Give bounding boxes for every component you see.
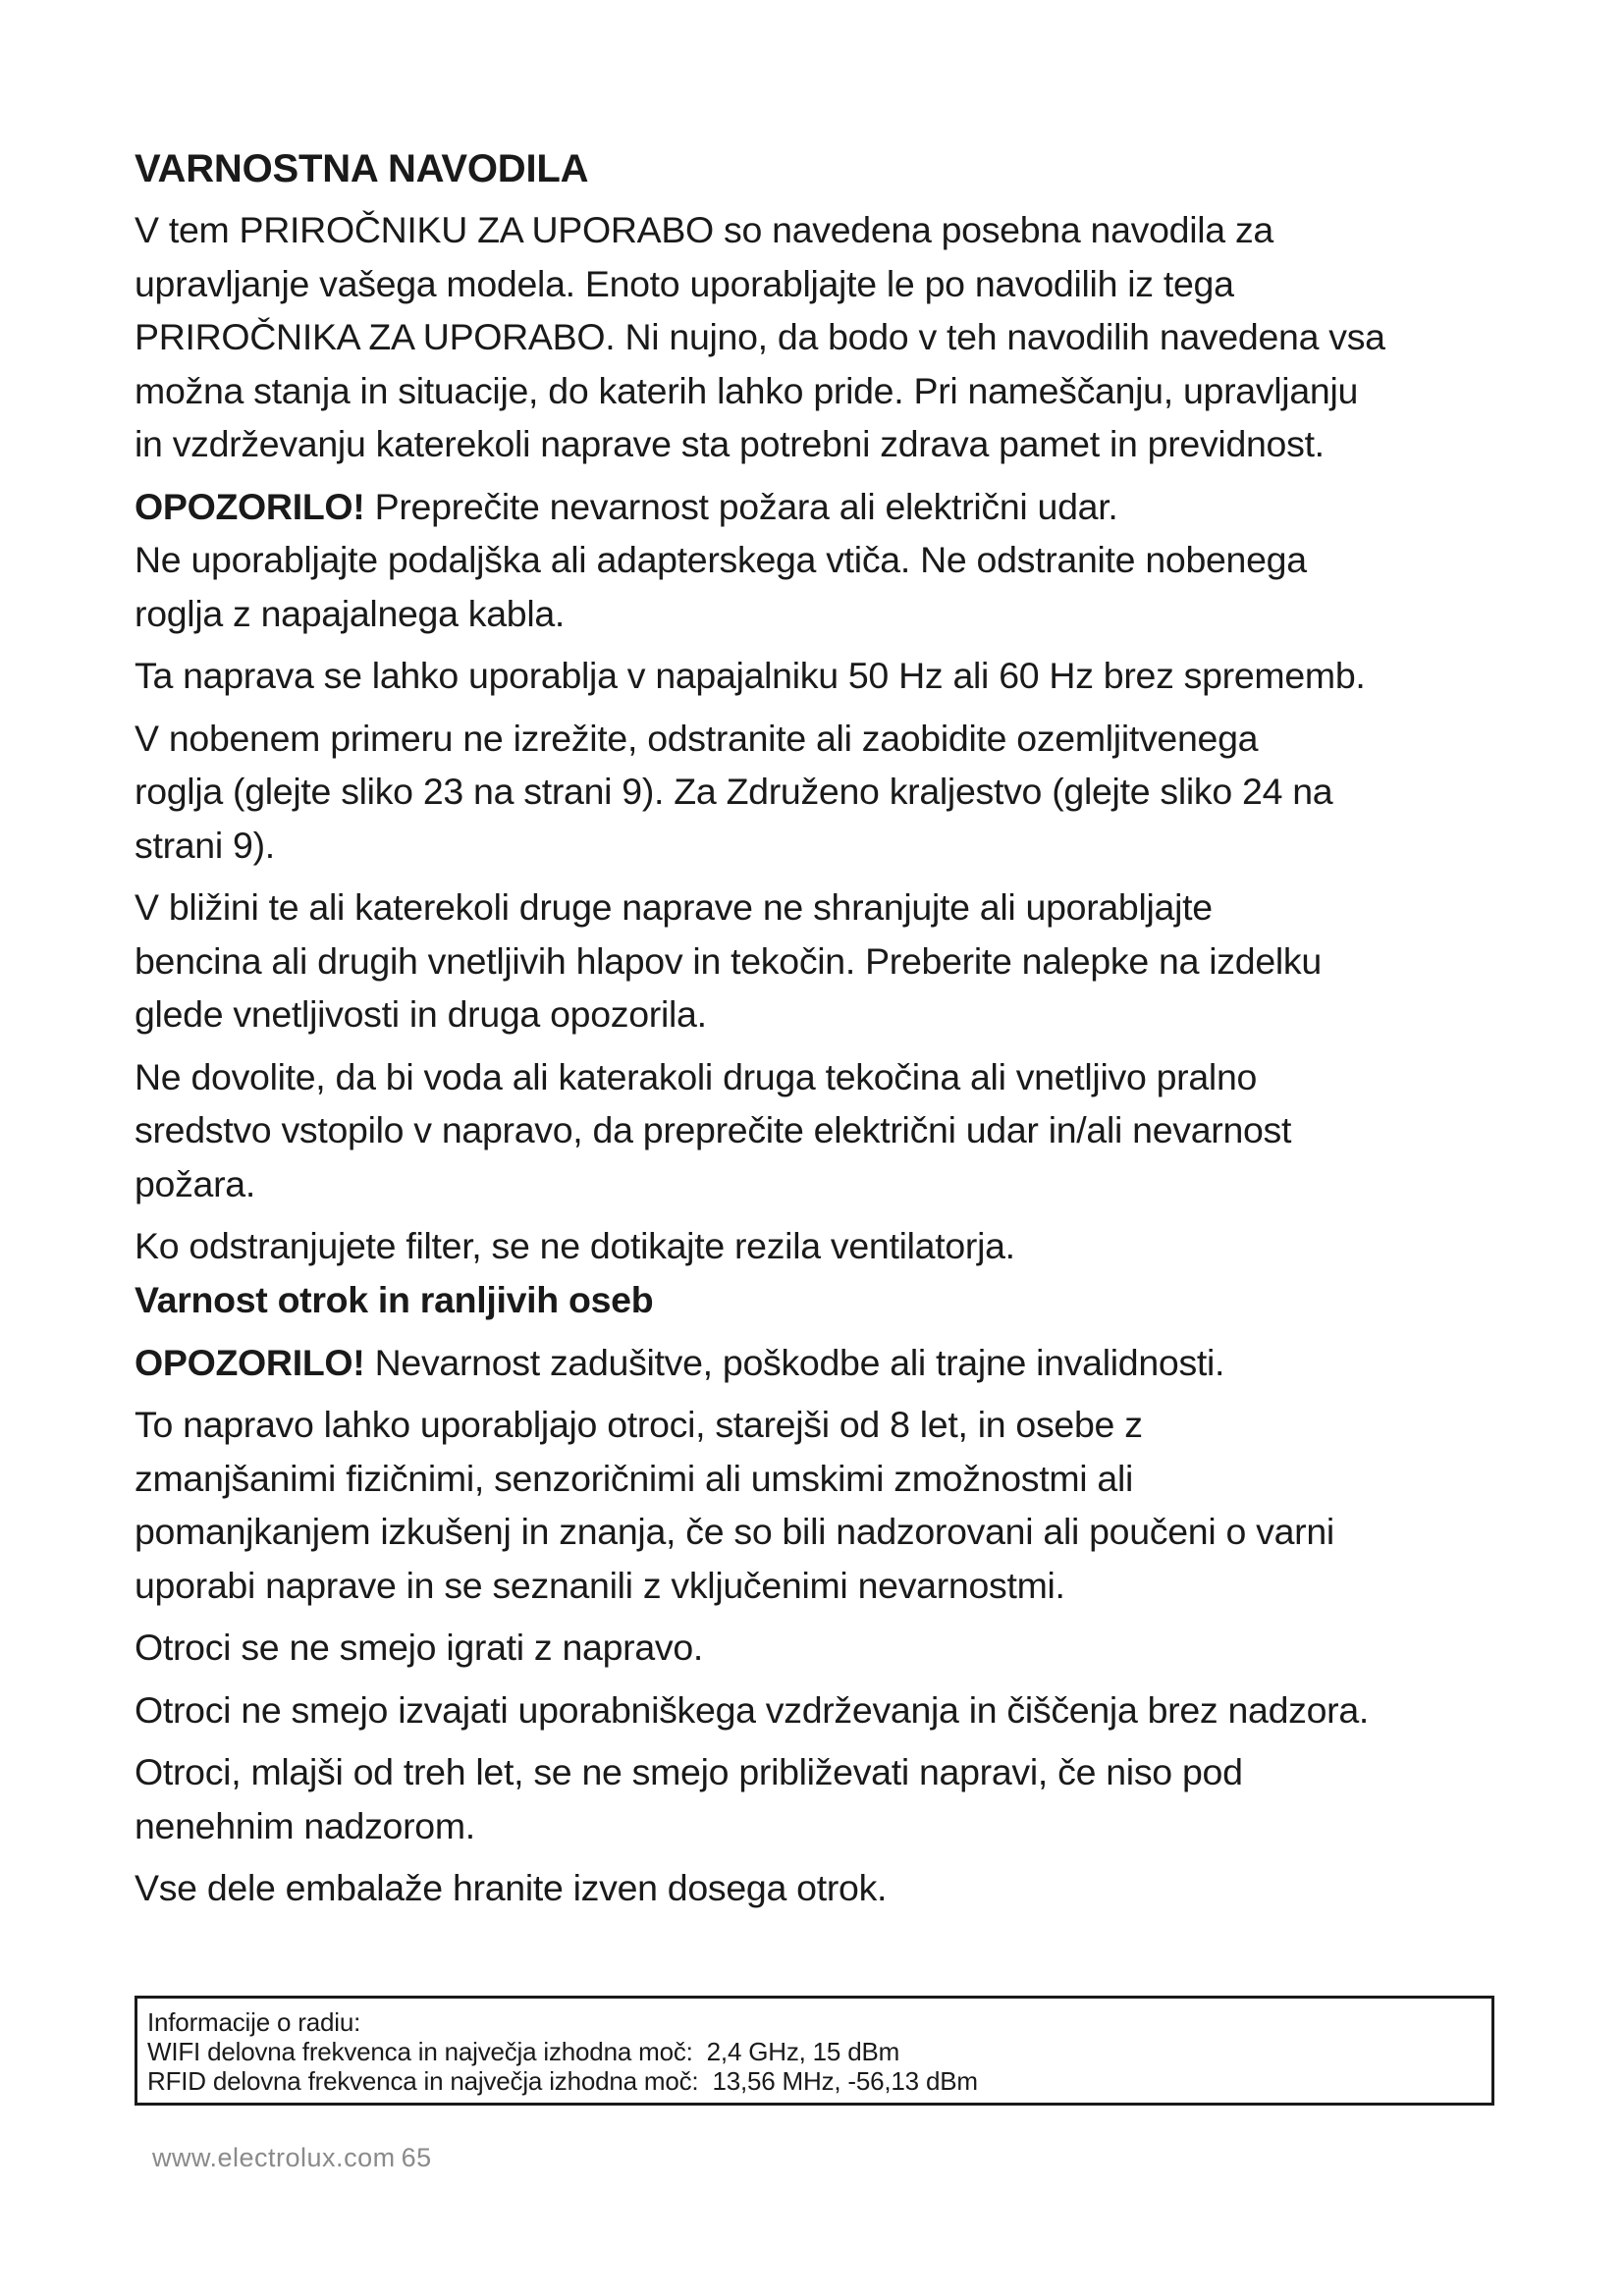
warning-suffocation-paragraph — [135, 1336, 1509, 1390]
text-line: pomanjkanjem izkušenj in znanja, če so bili nadzorovani ali poučeni o varni — [135, 1511, 1334, 1552]
text-line: Ta naprava se lahko uporablja v napajalniku 50 Hz ali 60 Hz brez sprememb. — [135, 655, 1366, 696]
children-section-heading: Varnost otrok in ranljivih oseb — [135, 1278, 654, 1320]
flammable-paragraph — [135, 881, 1509, 1041]
plug-paragraph — [135, 533, 1509, 640]
warning-fire-paragraph — [135, 480, 1509, 534]
text-line: zmanjšanimi fizičnimi, senzoričnimi ali umskimi zmožnostmi ali — [135, 1457, 1134, 1499]
packaging-paragraph — [135, 1861, 1509, 1915]
text-line: Otroci, mlajši od treh let, se ne smejo približevati napravi, če niso pod — [135, 1751, 1243, 1792]
warning-label: OPOZORILO! — [135, 485, 365, 527]
text-line: požara. — [135, 1162, 255, 1204]
wifi-info-row — [147, 2037, 1482, 2066]
text-line: strani 9). — [135, 824, 275, 866]
wifi-label: WIFI delovna frekvenca in največja izhodna moč: — [147, 2037, 693, 2066]
document-body — [135, 140, 1509, 1924]
text-line: Ne dovolite, da bi voda ali katerakoli druga tekočina ali vnetljivo pralno — [135, 1055, 1258, 1097]
filter-paragraph — [135, 1219, 1509, 1273]
children-cleaning-paragraph — [135, 1683, 1509, 1737]
text-line: glede vnetljivosti in druga opozorila. — [135, 993, 707, 1035]
text-line: Ko odstranjujete filter, se ne dotikajte rezila ventilatorja. — [135, 1225, 1015, 1266]
text-line: To napravo lahko uporabljajo otroci, starejši od 8 let, in osebe z — [135, 1404, 1143, 1445]
page-title: VARNOSTNA NAVODILA — [135, 147, 589, 190]
text-line: Vse dele embalaže hranite izven dosega otrok. — [135, 1867, 888, 1908]
text-line — [135, 1336, 1509, 1390]
text-line — [135, 480, 1509, 534]
page-footer — [152, 2143, 432, 2173]
text-line: bencina ali drugih vnetljivih hlapov in tekočin. Preberite nalepke na izdelku — [135, 939, 1322, 982]
rfid-label: RFID delovna frekvenca in največja izhodna moč: — [147, 2066, 699, 2096]
text-line: Otroci ne smejo izvajati uporabniškega vzdrževanja in čiščenja brez nadzora. — [135, 1688, 1370, 1731]
text-line: upravljanje vašega modela. Enoto uporabljajte le po navodilih iz tega — [135, 262, 1234, 304]
text-line: V bližini te ali katerekoli druge naprave ne shranjujte ali uporabljajte — [135, 886, 1213, 928]
text-line: V tem PRIROČNIKU ZA UPORABO so navedena posebna navodila za — [135, 209, 1273, 250]
text-line: roglja (glejte sliko 23 na strani 9). Za Združeno kraljestvo (glejte sliko 24 na — [135, 771, 1333, 812]
text-line: Ne uporabljajte podaljška ali adapterskega vtiča. Ne odstranite nobenega — [135, 539, 1307, 580]
warning-text: Preprečite nevarnost požara ali električni udar. — [364, 485, 1118, 527]
text-line: V nobenem primeru ne izrežite, odstranite ali zaobidite ozemljitvenega — [135, 717, 1259, 759]
warning-label: OPOZORILO! — [135, 1341, 365, 1383]
children-play-paragraph — [135, 1621, 1509, 1675]
wifi-value: 2,4 GHz, 15 dBm — [706, 2037, 900, 2066]
warning-text: Nevarnost zadušitve, poškodbe ali trajne invalidnosti. — [364, 1341, 1225, 1383]
radio-info-title: Informacije o radiu: — [147, 2007, 361, 2037]
text-line: nenehnim nadzorom. — [135, 1804, 475, 1846]
rfid-info-row — [147, 2066, 1482, 2096]
children-use-paragraph — [135, 1398, 1509, 1612]
rfid-value: 13,56 MHz, -56,13 dBm — [712, 2066, 978, 2096]
text-line: in vzdrževanju katerekoli naprave sta potrebni zdrava pamet in previdnost. — [135, 423, 1325, 464]
text-line: PRIROČNIKA ZA UPORABO. Ni nujno, da bodo v teh navodilih navedena vsa — [135, 316, 1385, 357]
text-line: možna stanja in situacije, do katerih lahko pride. Pri nameščanju, upravljanju — [135, 369, 1359, 411]
ground-paragraph — [135, 712, 1509, 873]
frequency-paragraph — [135, 649, 1509, 703]
text-line: uporabi naprave in se seznanili z vključenimi nevarnostmi. — [135, 1564, 1065, 1606]
footer-website: www.electrolux.com — [152, 2143, 396, 2172]
radio-info-box — [135, 1996, 1494, 2106]
text-line: Otroci se ne smejo igrati z napravo. — [135, 1627, 704, 1668]
text-line: sredstvo vstopilo v napravo, da preprečite električni udar in/ali nevarnost — [135, 1109, 1292, 1150]
children-under3-paragraph — [135, 1745, 1509, 1852]
text-line: roglja z napajalnega kabla. — [135, 592, 566, 634]
liquid-paragraph — [135, 1050, 1509, 1211]
intro-paragraph — [135, 203, 1509, 471]
page-number: 65 — [401, 2143, 432, 2172]
